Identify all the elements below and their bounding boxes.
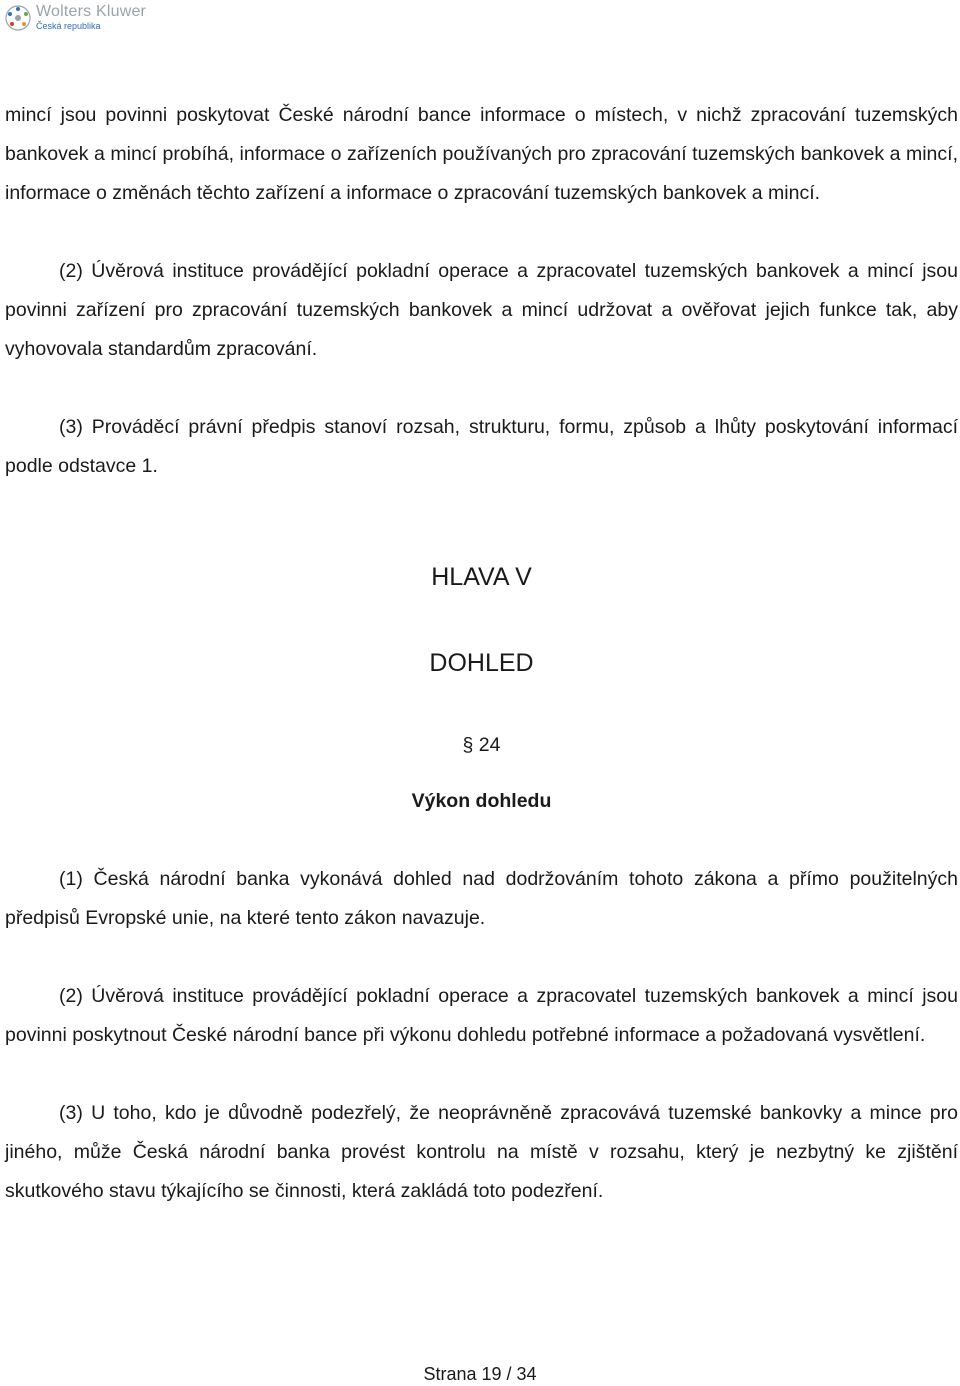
part-title: HLAVA V xyxy=(431,563,532,591)
brand-country: Česká republika xyxy=(36,21,101,31)
page-number: Strana 19 / 34 xyxy=(423,1364,537,1384)
paragraph-2: (2) Úvěrová instituce provádějící pokladní operace a zpracovatel tuzemských bankovek a mincí jsou povinni zařízení pro zpracování tuzemských bankovek a mincí udržovat a ověřovat jejich funkce tak, aby vyhovovala standardům zpracování. xyxy=(5,260,958,360)
wolters-kluwer-logo-icon xyxy=(5,5,31,31)
section-paragraph-2: (2) Úvěrová instituce provádějící pokladní operace a zpracovatel tuzemských bankovek a mincí jsou povinni poskytnout České národní bance při výkonu dohledu potřebné informace a požadovaná vysvětlení. xyxy=(5,985,958,1046)
section-paragraph-3: (3) U toho, kdo je důvodně podezřelý, že neoprávněně zpracovává tuzemské bankovky a mince pro jiného, může Česká národní banka provést kontrolu na místě v rozsahu, který je nezbytný ke zjištění skutkového stavu týkajícího se činnosti, která zakládá toto podezření. xyxy=(5,1102,958,1202)
section-number: § 24 xyxy=(462,734,501,756)
section-paragraph-1: (1) Česká národní banka vykonává dohled nad dodržováním tohoto zákona a přímo použitelných předpisů Evropské unie, na které tento zákon navazuje. xyxy=(5,868,958,929)
part-subtitle: DOHLED xyxy=(429,649,534,677)
brand-name: Wolters Kluwer xyxy=(36,3,147,20)
publisher-logo xyxy=(5,4,146,31)
paragraph-continuation: mincí jsou povinni poskytovat České národní bance informace o místech, v nichž zpracování tuzemských bankovek a mincí probíhá, informace o zařízeních používaných pro zpracování tuzemských bankovek a mincí, informace o změnách těchto zařízení a informace o zpracování tuzemských bankovek a mincí. xyxy=(5,104,958,204)
paragraph-3: (3) Prováděcí právní předpis stanoví rozsah, strukturu, formu, způsob a lhůty poskytování informací podle odstavce 1. xyxy=(5,416,958,477)
document-body xyxy=(5,96,958,1211)
section-title: Výkon dohledu xyxy=(411,790,552,812)
